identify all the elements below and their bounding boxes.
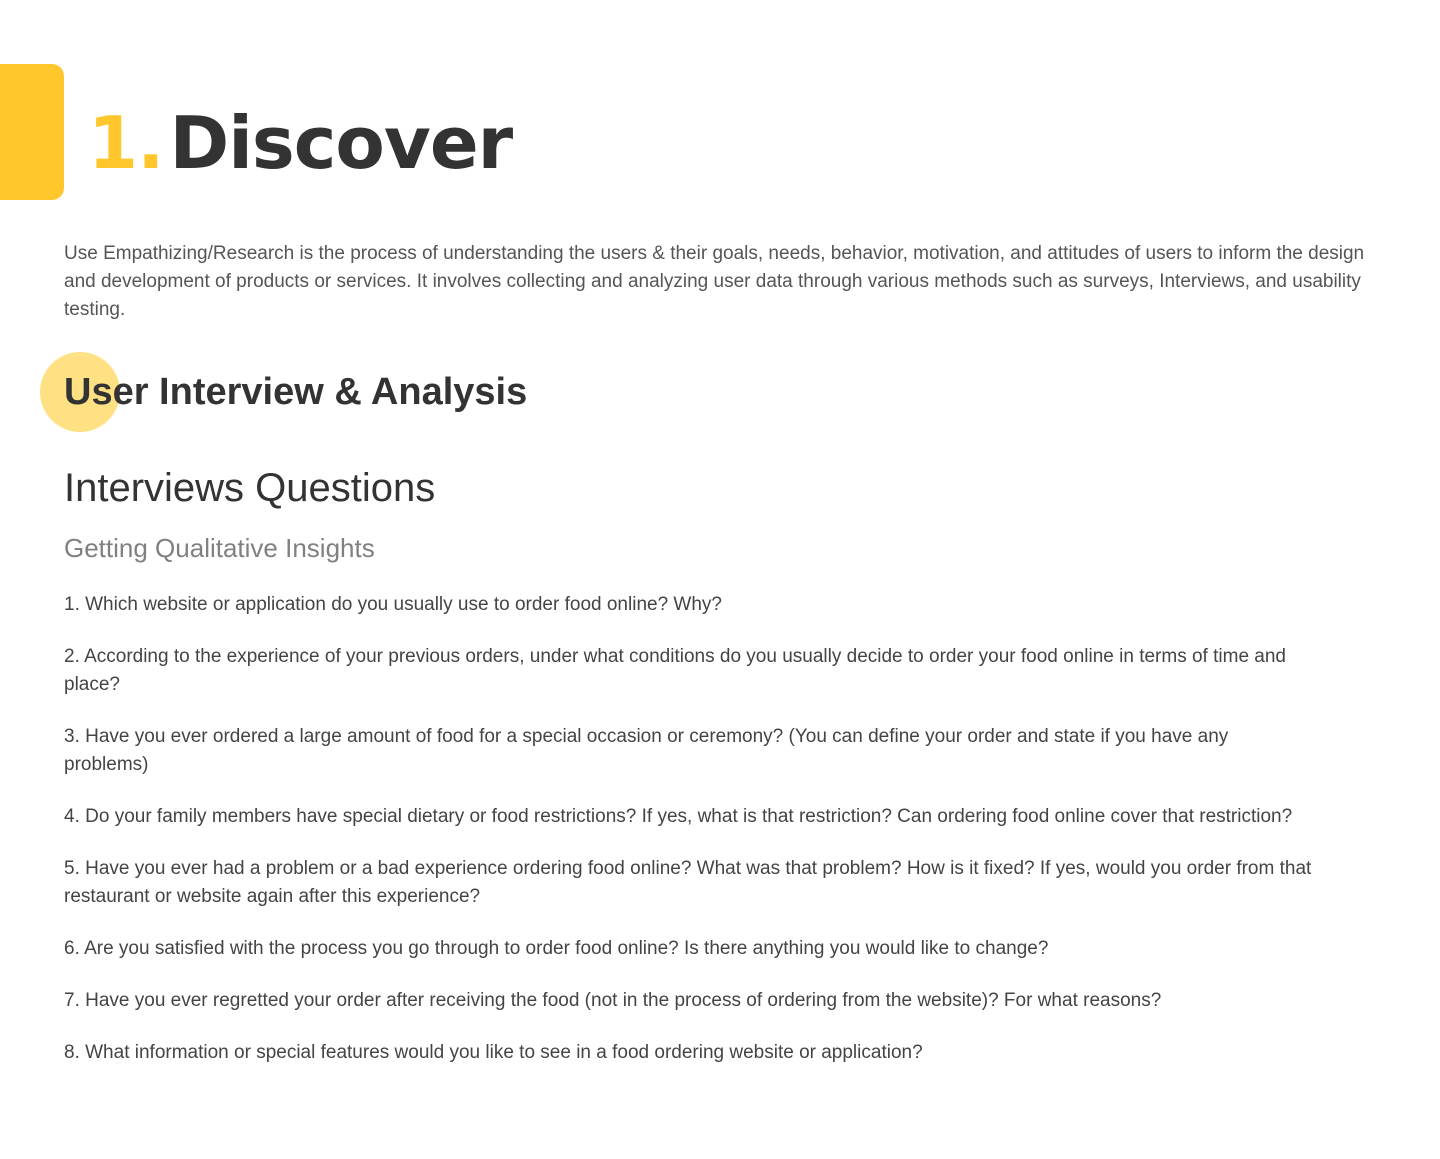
question-item: 6. Are you satisfied with the process you go through to order food online? Is there anything you would like to change?: [64, 938, 1049, 959]
section-title: User Interview & Analysis: [64, 371, 528, 413]
interviews-questions-heading: Interviews Questions: [64, 466, 436, 510]
question-item: 8. What information or special features would you like to see in a food ordering website or application?: [64, 1042, 923, 1063]
section-name: Discover: [169, 101, 513, 185]
question-list: [64, 591, 1314, 1091]
intro-paragraph: Use Empathizing/Research is the process of understanding the users & their goals, needs, behavior, motivation, and attitudes of users to inform the design and development of products or services. It involves collecting and analyzing user data through various methods such as surveys, Interviews, and usability testing.: [64, 243, 1365, 320]
qualitative-insights-heading: Getting Qualitative Insights: [64, 533, 375, 563]
page-title: [88, 78, 512, 208]
question-item: 2. According to the experience of your previous orders, under what conditions do you usually decide to order your food online in terms of time and place?: [64, 646, 1286, 695]
question-item: 3. Have you ever ordered a large amount of food for a special occasion or ceremony? (You can define your order and state if you have any problems): [64, 726, 1229, 775]
question-item: 1. Which website or application do you usually use to order food online? Why?: [64, 594, 722, 615]
question-item: 4. Do your family members have special dietary or food restrictions? If yes, what is that restriction? Can ordering food online cover that restriction?: [64, 806, 1293, 827]
question-item: 5. Have you ever had a problem or a bad experience ordering food online? What was that problem? How is it fixed? If yes, would you order from that restaurant or website again after this experience?: [64, 858, 1312, 907]
section-number: 1.: [88, 101, 164, 185]
question-item: 7. Have you ever regretted your order after receiving the food (not in the process of ordering from the website)? For what reasons?: [64, 990, 1162, 1011]
accent-tab: [0, 64, 64, 200]
